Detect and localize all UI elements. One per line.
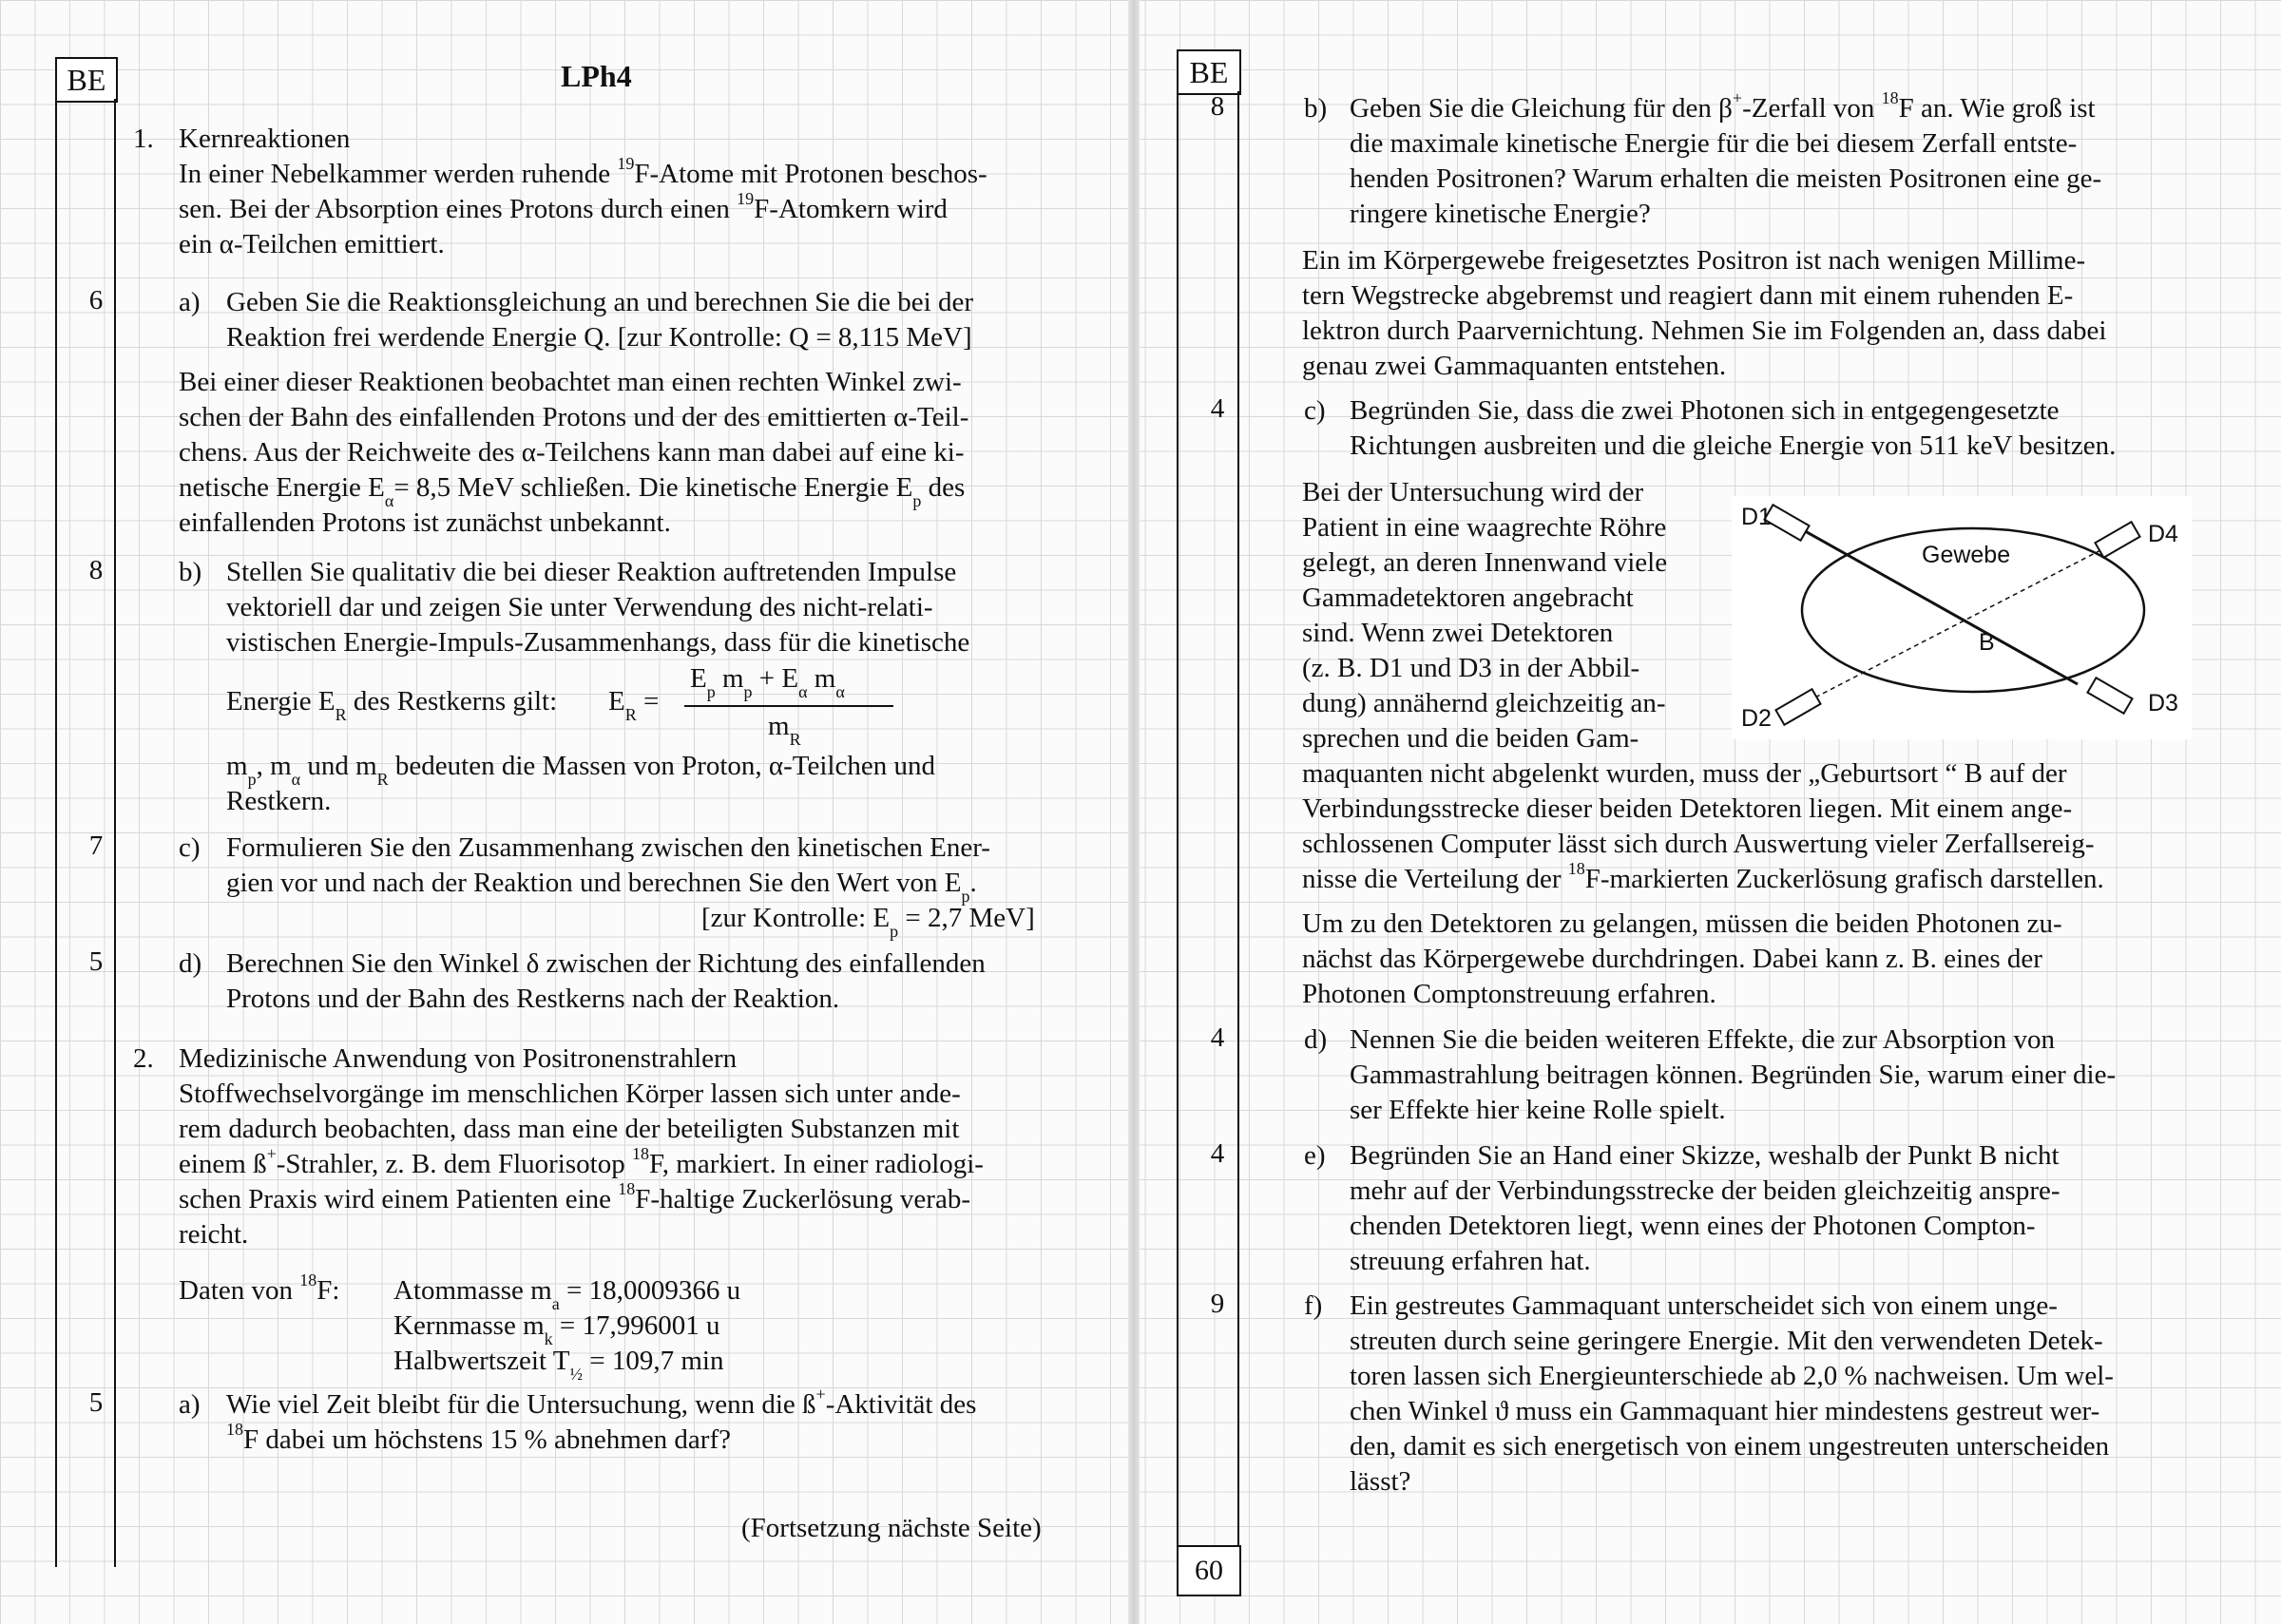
label-d1: D1 [1741,504,1772,530]
line-d2-d4 [1808,547,2106,701]
task-2f-line2: streuten durch seine geringere Energie. Mit den verwendeten Detek- [1350,1326,2103,1356]
points-1d: 5 [88,946,104,977]
section-2-intro-line5: reicht. [179,1219,249,1250]
task-label-2c: c) [1304,395,1326,426]
task-1c-line2: gien vor und nach der Reaktion und berechnen Sie den Wert von $E_p$. [226,868,977,906]
task-2b-line4: ringere kinetische Energie? [1350,199,1651,229]
data-atommasse: Atommasse $m_a = 18,0009366$ u [393,1275,741,1313]
points-2d: 4 [1210,1022,1225,1053]
task-2e-line4: streuung erfahren hat. [1350,1246,1591,1276]
formula-lhs: $E_R$ = [608,686,660,724]
continuation-note: (Fortsetzung nächste Seite) [741,1513,1042,1543]
section-1-intro-line2: sen. Bei der Absorption eines Protons durch einen $^{19}$F-Atomkern wird [179,189,948,224]
task-label-1a: a) [179,287,201,317]
be-column-left-line [55,99,57,1567]
task-1c-line1: Formulieren Sie den Zusammenhang zwischen den kinetischen Ener- [226,832,990,863]
positron-paragraph-line2: tern Wegstrecke abgebremst und reagiert dann mit einem ruhenden E- [1302,280,2074,311]
detector-paragraph-line12: nisse die Verteilung der $^{18}$F-markierten Zuckerlösung grafisch darstellen. [1302,859,2104,894]
task-1a-line2: Reaktion frei werdende Energie Q. [zur Kontrolle: Q = 8,115 MeV] [226,322,972,353]
detector-paragraph-line10: Verbindungsstrecke dieser beiden Detektoren liegen. Mit einem ange- [1302,793,2073,824]
detector-paragraph-line3: gelegt, an deren Innenwand viele [1302,547,1668,578]
formula-denominator: $m_R$ [768,711,801,749]
mid-paragraph-line1: Bei einer dieser Reaktionen beobachtet man einen rechten Winkel zwi- [179,367,962,397]
detector-paragraph-line8: sprechen und die beiden Gam- [1302,723,1639,754]
compton-paragraph-line3: Photonen Comptonstreuung erfahren. [1302,979,1716,1009]
be-column-right-line [114,99,116,1567]
task-2f-line3: toren lassen sich Energieunterschiede ab 2,0 % nachweisen. Um wel- [1350,1361,2114,1391]
section-2-intro-line3: einem ß+-Strahler, z. B. dem Fluorisotop $^{18}$F, markiert. In einer radiologi- [179,1144,984,1179]
data-kernmasse: Kernmasse $m_k = 17,996001$ u [393,1310,720,1348]
label-d4: D4 [2148,521,2178,547]
task-1b-line3: vistischen Energie-Impuls-Zusammenhangs, dass für die kinetische [226,627,970,658]
task-2d-line3: ser Effekte hier keine Rolle spielt. [1350,1095,1726,1125]
task-2e-line2: mehr auf der Verbindungsstrecke der beiden gleichzeitig anspre- [1350,1175,2061,1206]
task-2f-line4: chen Winkel ϑ muss ein Gammaquant hier mindestens gestreut wer- [1350,1396,2100,1426]
formula-numerator: $E_p$ $m_p + E_\alpha$ $m_\alpha$ [690,663,845,701]
formula-intro: Energie $E_R$ des Restkerns gilt: [226,686,558,724]
label-b: B [1979,629,1995,656]
task-2e-line1: Begründen Sie an Hand einer Skizze, weshalb der Punkt B nicht [1350,1140,2060,1171]
data-halbwertszeit: Halbwertszeit $T_{\frac{1}{2}} = 109,7$ min [393,1346,724,1384]
mid-paragraph-line5: einfallenden Protons ist zunächst unbekannt. [179,507,671,538]
detector-d2-shape [1775,689,1820,725]
be-col-right-page-left [1177,91,1179,1545]
section-2-intro-line4: schen Praxis wird einem Patienten eine $^{18}$F-haltige Zuckerlösung verab- [179,1179,970,1214]
task-2b-line3: henden Positronen? Warum erhalten die meisten Positronen eine ge- [1350,163,2102,194]
points-2b: 8 [1210,91,1225,122]
detector-paragraph-line7: dung) annähernd gleichzeitig an- [1302,688,1666,718]
points-2f: 9 [1210,1289,1225,1319]
positron-paragraph-line3: lektron durch Paarvernichtung. Nehmen Sie im Folgenden an, dass dabei [1302,315,2107,346]
mid-paragraph-line3: chens. Aus der Reichweite des α-Teilchens kann man dabei auf eine ki- [179,437,965,468]
task-1c-control: [zur Kontrolle: $E_p = 2,7$ MeV] [701,903,1035,941]
section-2-intro-line1: Stoffwechselvorgänge im menschlichen Körper lassen sich unter ande- [179,1079,961,1109]
mid-paragraph-line4: netische Energie $E_\alpha= 8,5$ MeV schließen. Die kinetische Energie $E_p$ des [179,472,966,510]
detector-d3-shape [2087,678,2132,714]
detector-paragraph-line5: sind. Wenn zwei Detektoren [1302,618,1614,648]
be-header-left: BE [55,57,118,103]
task-label-1d: d) [179,948,202,979]
task-2a-line1: Wie viel Zeit bleibt für die Untersuchung, wenn die ß+-Aktivität des [226,1385,977,1420]
pet-figure-svg [1732,496,2192,739]
task-2f-line6: lässt? [1350,1466,1411,1497]
task-label-2f: f) [1304,1290,1323,1321]
pet-detector-figure [1732,496,2192,739]
task-label-2d: d) [1304,1024,1328,1055]
section-2-intro-line2: rem dadurch beobachten, dass man eine der beteiligten Substanzen mit [179,1114,960,1144]
be-col-right-page-right [1237,91,1239,1545]
task-label-1c: c) [179,832,201,863]
task-label-1b: b) [179,557,202,587]
task-label-2e: e) [1304,1140,1326,1171]
task-1d-line1: Berechnen Sie den Winkel δ zwischen der Richtung des einfallenden [226,948,986,979]
section-2-title: Medizinische Anwendung von Positronenstrahlern [179,1043,738,1074]
detector-paragraph-line11: schlossenen Computer lässt sich durch Auswertung vieler Zerfallsereig- [1302,829,2095,859]
task-2f-line1: Ein gestreutes Gammaquant unterscheidet sich von einem unge- [1350,1290,2058,1321]
task-1b-line2: vektoriell dar und zeigen Sie unter Verwendung des nicht-relati- [226,592,933,622]
masses-line2: Restkern. [226,786,332,816]
data-label: Daten von $^{18}$F: [179,1271,340,1306]
be-total-box: 60 [1177,1545,1241,1596]
task-1d-line2: Protons und der Bahn des Restkerns nach der Reaktion. [226,984,840,1014]
detector-paragraph-line2: Patient in eine waagrechte Röhre [1302,512,1667,543]
task-2b-line2: die maximale kinetische Energie für die bei diesem Zerfall entste- [1350,128,2078,159]
compton-paragraph-line1: Um zu den Detektoren zu gelangen, müssen die beiden Photonen zu- [1302,908,2062,939]
task-2a-line2: $^{18}$F dabei um höchstens 15 % abnehmen darf? [226,1420,731,1455]
task-label-2a: a) [179,1389,201,1420]
section-1-number: 1. [133,124,154,154]
positron-paragraph-line1: Ein im Körpergewebe freigesetztes Positron ist nach wenigen Millime- [1302,245,2086,276]
task-label-2b: b) [1304,93,1328,124]
task-2d-line2: Gammastrahlung beitragen können. Begründen Sie, warum einer die- [1350,1060,2117,1090]
fraction-bar [684,705,893,707]
label-gewebe: Gewebe [1922,542,2011,568]
section-1-intro-line3: ein α-Teilchen emittiert. [179,229,445,259]
positron-paragraph-line4: genau zwei Gammaquanten entstehen. [1302,351,1727,381]
points-1c: 7 [88,831,104,861]
task-1a-line1: Geben Sie die Reaktionsgleichung an und berechnen Sie die bei der [226,287,973,317]
mid-paragraph-line2: schen der Bahn des einfallenden Protons und der des emittierten α-Teil- [179,402,969,432]
task-2c-line2: Richtungen ausbreiten und die gleiche Energie von 511 keV besitzen. [1350,430,2117,461]
task-2d-line1: Nennen Sie die beiden weiteren Effekte, die zur Absorption von [1350,1024,2055,1055]
section-1-title: Kernreaktionen [179,124,351,154]
label-d2: D2 [1741,705,1772,732]
masses-line1: $m_p$, $m_\alpha$ und $m_R$ bedeuten die Massen von Proton, α-Teilchen und [226,751,935,789]
task-2e-line3: chenden Detektoren liegt, wenn eines der Photonen Compton- [1350,1211,2036,1241]
detector-paragraph-line1: Bei der Untersuchung wird der [1302,477,1644,507]
detector-paragraph-line4: Gammadetektoren angebracht [1302,583,1634,613]
task-1b-line1: Stellen Sie qualitativ die bei dieser Reaktion auftretenden Impulse [226,557,957,587]
section-2-number: 2. [133,1043,154,1074]
points-1a: 6 [88,285,104,315]
be-header-right: BE [1177,49,1241,95]
page-title: LPh4 [561,59,632,93]
compton-paragraph-line2: nächst das Körpergewebe durchdringen. Dabei kann z. B. eines der [1302,944,2042,974]
task-2f-line5: den, damit es sich energetisch von einem ungestreuten unterscheiden [1350,1431,2110,1462]
detector-d4-shape [2095,522,2139,558]
detector-paragraph-line9: maquanten nicht abgelenkt wurden, muss der „Geburtsort “ B auf der [1302,758,2067,789]
detector-paragraph-line6: (z. B. D1 und D3 in der Abbil- [1302,653,1640,683]
points-2a: 5 [88,1387,104,1418]
section-1-intro-line1: In einer Nebelkammer werden ruhende $^{19}$F-Atome mit Protonen beschos- [179,154,987,189]
points-2e: 4 [1210,1138,1225,1169]
task-2c-line1: Begründen Sie, dass die zwei Photonen sich in entgegengesetzte [1350,395,2060,426]
points-1b: 8 [88,555,104,585]
book-spine [1128,0,1140,1624]
task-2b-line1: Geben Sie die Gleichung für den β+-Zerfall von $^{18}$F an. Wie groß ist [1350,88,2096,124]
label-d3: D3 [2148,690,2178,716]
points-2c: 4 [1210,393,1225,424]
